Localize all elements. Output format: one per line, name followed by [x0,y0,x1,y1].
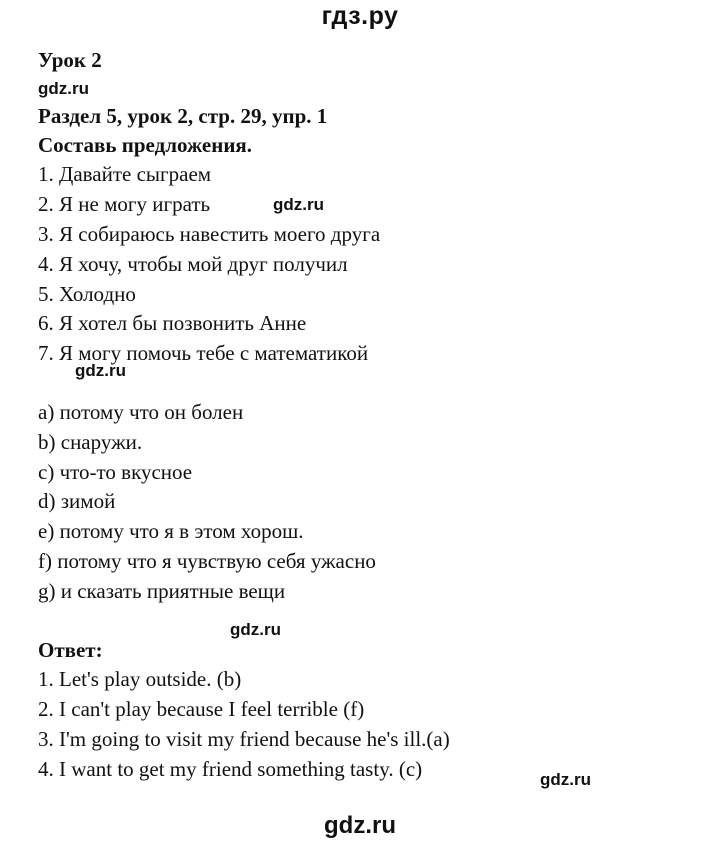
watermark: gdz.ru [38,79,89,98]
answer-heading: Ответ: [38,638,103,662]
list-item: 1. Давайте сыграем [38,162,212,186]
site-header: гдз.ру [321,2,399,30]
list-item: 6. Я хотел бы позвонить Анне [38,311,307,335]
list-item: e) потому что я в этом хорош. [38,519,304,543]
list-item: 4. Я хочу, чтобы мой друг получил [38,252,348,276]
answer-item: 4. I want to get my friend something tasty. (c) [38,757,423,781]
watermark: gdz.ru [540,770,591,789]
watermark: gdz.ru [75,361,126,380]
list-item: f) потому что я чувствую себя ужасно [38,549,376,573]
list-item: 5. Холодно [38,282,136,306]
list-item: d) зимой [38,489,116,513]
list-item: 3. Я собираюсь навестить моего друга [38,222,381,246]
list-item: 2. Я не могу играть [38,192,211,216]
lesson-title: Урок 2 [38,48,102,72]
answer-item: 1. Let's play outside. (b) [38,667,242,691]
list-item: g) и сказать приятные вещи [38,579,286,603]
watermark: gdz.ru [273,195,324,214]
answer-item: 2. I can't play because I feel terrible (f) [38,697,365,721]
list-item: b) снаружи. [38,430,143,454]
section-reference: Раздел 5, урок 2, стр. 29, упр. 1 [38,104,328,128]
list-item: 7. Я могу помочь тебе с математикой [38,341,369,365]
task-instruction: Составь предложения. [38,133,253,157]
watermark: gdz.ru [230,620,281,639]
answer-item: 3. I'm going to visit my friend because he's ill.(a) [38,727,450,751]
list-item: a) потому что он болен [38,400,244,424]
site-footer: gdz.ru [324,812,396,839]
list-item: c) что-то вкусное [38,460,193,484]
